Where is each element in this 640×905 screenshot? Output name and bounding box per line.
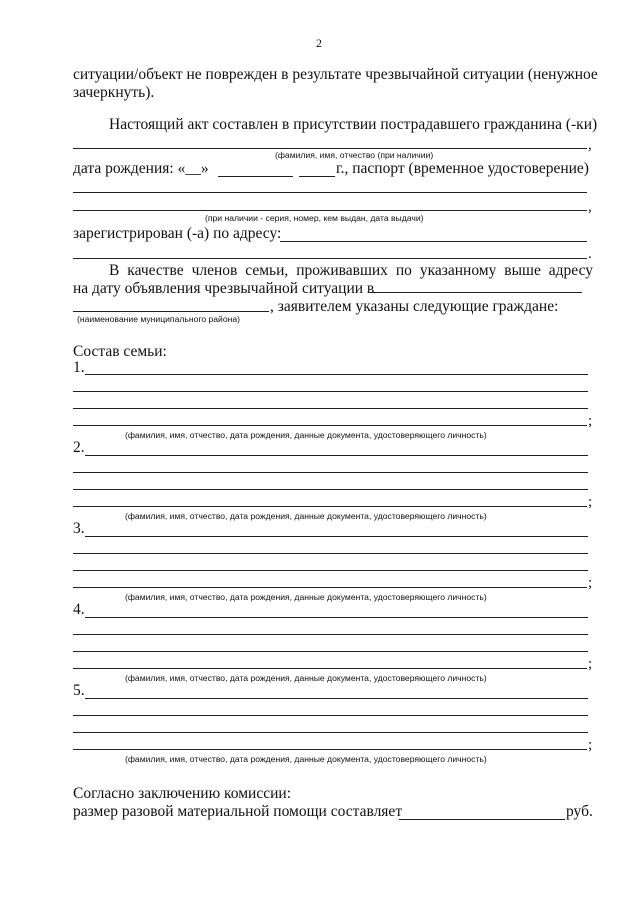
member-number: 5. xyxy=(73,682,85,699)
passport-line-2[interactable] xyxy=(73,210,587,211)
presence-comma: , xyxy=(588,137,592,153)
member-1-line-1[interactable] xyxy=(85,374,588,375)
member-2-caption: (фамилия, имя, отчество, дата рождения, данные документа, удостоверяющего личность) xyxy=(125,511,487,521)
conclusion-line-1: Согласно заключению комиссии: xyxy=(73,785,292,802)
member-1-line-3[interactable] xyxy=(73,408,588,409)
birth-date-label: дата рождения: «__» xyxy=(73,160,209,177)
member-5-caption: (фамилия, имя, отчество, дата рождения, данные документа, удостоверяющего личность) xyxy=(125,754,487,764)
passport-comma: , xyxy=(588,199,592,215)
member-3-caption: (фамилия, имя, отчество, дата рождения, данные документа, удостоверяющего личность) xyxy=(125,592,487,602)
member-5-line-2[interactable] xyxy=(73,715,588,716)
presence-text: Настоящий акт составлен в присутствии пострадавшего гражданина (-ки) xyxy=(109,116,598,133)
address-period: . xyxy=(588,246,592,262)
member-2-line-1[interactable] xyxy=(85,455,588,456)
member-5-line-3[interactable] xyxy=(73,732,588,733)
birth-month-line[interactable] xyxy=(218,176,293,177)
municipality-line[interactable] xyxy=(73,311,269,312)
member-number: 1. xyxy=(73,359,85,376)
page-number: 2 xyxy=(316,36,322,50)
registered-label: зарегистрирован (-а) по адресу: xyxy=(73,225,282,242)
member-2-line-2[interactable] xyxy=(73,472,588,473)
citizen-name-line[interactable] xyxy=(73,148,587,149)
member-4-line-1[interactable] xyxy=(85,617,588,618)
member-number: 4. xyxy=(73,601,85,618)
passport-caption: (при наличии - серия, номер, кем выдан, дата выдачи) xyxy=(205,213,424,223)
member-4-line-4[interactable] xyxy=(73,668,587,669)
currency-label: руб. xyxy=(566,803,593,820)
family-heading: Состав семьи: xyxy=(73,343,167,360)
passport-line-1[interactable] xyxy=(73,192,587,193)
family-intro-line-1: В качестве членов семьи, проживавших по указанному выше адресу xyxy=(109,262,593,279)
family-intro-line-3: , заявителем указаны следующие граждане: xyxy=(270,298,559,315)
member-number: 2. xyxy=(73,439,85,456)
member-4-line-3[interactable] xyxy=(73,651,588,652)
intro-line-2: зачеркнуть). xyxy=(73,84,155,101)
member-5-semicolon: ; xyxy=(588,737,593,753)
address-line-1[interactable] xyxy=(280,241,587,242)
member-3-line-3[interactable] xyxy=(73,570,588,571)
member-5-line-4[interactable] xyxy=(73,749,587,750)
family-intro-line-2: на дату объявления чрезвычайной ситуации в xyxy=(73,280,375,297)
citizen-name-caption: (фамилия, имя, отчество (при наличии) xyxy=(275,150,434,160)
emergency-date-line[interactable] xyxy=(370,292,582,293)
member-4-semicolon: ; xyxy=(588,656,593,672)
address-line-2[interactable] xyxy=(73,258,587,259)
member-1-line-2[interactable] xyxy=(73,391,588,392)
member-3-line-1[interactable] xyxy=(85,536,588,537)
municipality-caption: (наименование муниципального района) xyxy=(77,314,241,324)
member-3-line-4[interactable] xyxy=(73,587,587,588)
member-4-caption: (фамилия, имя, отчество, дата рождения, данные документа, удостоверяющего личность) xyxy=(125,673,487,683)
member-1-semicolon: ; xyxy=(588,413,593,429)
member-1-line-4[interactable] xyxy=(73,425,587,426)
birth-year-line[interactable] xyxy=(299,176,335,177)
amount-line[interactable] xyxy=(399,819,565,820)
member-2-line-4[interactable] xyxy=(73,506,587,507)
passport-label: г., паспорт (временное удостоверение) xyxy=(336,160,589,177)
member-2-line-3[interactable] xyxy=(73,489,588,490)
conclusion-line-2: размер разовой материальной помощи составляет xyxy=(73,803,403,820)
member-5-line-1[interactable] xyxy=(85,698,588,699)
member-number: 3. xyxy=(73,520,85,537)
member-4-line-2[interactable] xyxy=(73,634,588,635)
member-1-caption: (фамилия, имя, отчество, дата рождения, данные документа, удостоверяющего личность) xyxy=(125,430,487,440)
member-2-semicolon: ; xyxy=(588,494,593,510)
intro-line-1: ситуации/объект не поврежден в результате чрезвычайной ситуации (ненужное xyxy=(73,66,598,83)
member-3-line-2[interactable] xyxy=(73,553,588,554)
member-3-semicolon: ; xyxy=(588,575,593,591)
